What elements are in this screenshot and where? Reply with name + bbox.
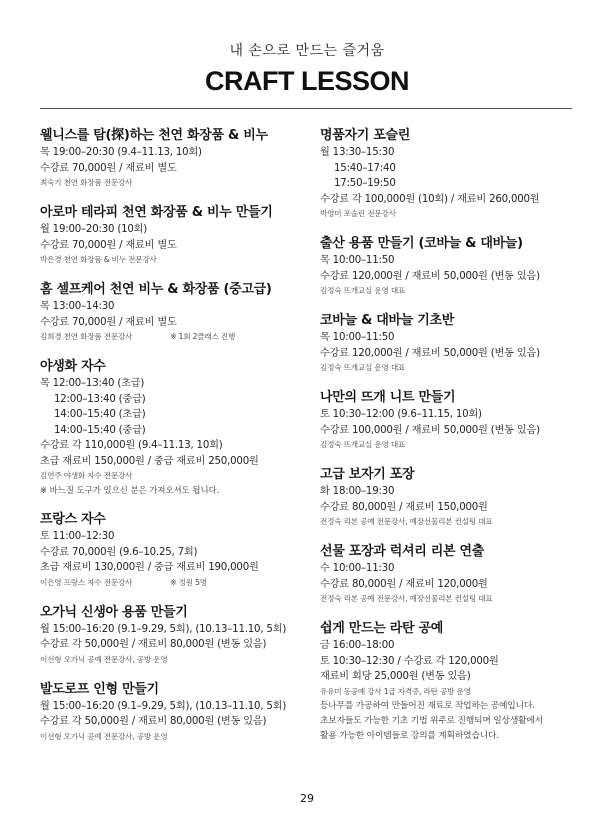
- instructor-name: 김연주 야생화 자수 전문강사: [40, 471, 133, 480]
- course-block: [320, 311, 580, 375]
- page-number: 29: [300, 792, 314, 805]
- course-detail: 월 19:00–20:30 (10회): [40, 224, 148, 235]
- course-title: 출산 용품 만들기 (코바늘 & 대바늘): [320, 236, 523, 251]
- course-detail: 수강료 120,000원 / 재료비 50,000원 (변동 있음): [320, 270, 540, 282]
- course-instructor: [320, 438, 580, 452]
- course-description: 활용 가능한 아이템들로 강의를 계획하였습니다.: [320, 730, 499, 741]
- course-description: 초보자들도 가능한 기초 기법 위주로 진행되며 일상생활에서: [320, 715, 544, 726]
- course-title: 오가닉 신생아 용품 만들기: [40, 604, 188, 620]
- course-title: 명품자기 포슬린: [320, 128, 411, 143]
- course-block: [320, 126, 580, 221]
- course-schedule-slot: 17:50–19:50: [334, 178, 396, 189]
- course-note: ※ 바느질 도구가 있으신 분은 가져오셔도 됩니다.: [40, 485, 220, 495]
- course-title: 코바늘 & 대바늘 기초반: [320, 313, 455, 328]
- course-detail: 수강료 각 100,000원 (10회) / 재료비 260,000원: [320, 193, 540, 205]
- course-title: 홈 셀프케어 천연 비누 & 화장품 (중고급): [40, 282, 272, 297]
- course-detail: 재료비 회당 25,000원 (변동 있음): [320, 671, 471, 682]
- course-instructor: [320, 207, 580, 221]
- course-instructor: [320, 284, 580, 298]
- instructor-name: 전정숙 리본 공예 전문강사, 예장선물리본 컨설팅 대표: [320, 594, 493, 603]
- instructor-name: 김정숙 뜨개교실 운영 대표: [320, 440, 406, 449]
- course-detail: 화 18:00–19:30: [320, 486, 395, 497]
- course-block: [40, 510, 302, 590]
- course-title: 프랑스 자수: [40, 512, 106, 527]
- instructor-name: 김희경 천연 화장품 전문강사: [40, 332, 133, 341]
- course-description: 등나무를 가공하여 만들어진 재료로 작업하는 공예입니다.: [320, 700, 535, 711]
- instructor-name: 박은경 천연 화장품 & 비누 전문강사: [40, 255, 157, 264]
- course-detail: 수강료 70,000원 (9.6–10.25, 7회): [40, 546, 198, 558]
- course-detail: 수강료 70,000원 / 재료비 별도: [40, 316, 177, 328]
- course-detail: 수 10:00–11:30: [320, 563, 395, 574]
- course-block: [40, 603, 302, 667]
- course-schedule-slot: 14:00–15:40 (중급): [54, 424, 146, 436]
- course-detail: 수강료 70,000원 / 재료비 별도: [40, 162, 177, 174]
- course-detail: 목 19:00–20:30 (9.4–11.13, 10회): [40, 147, 202, 158]
- course-detail: 금 16:00–18:00: [320, 640, 395, 651]
- course-schedule-slot: 14:00–15:40 (초급): [54, 409, 146, 420]
- course-instructor: [40, 469, 302, 483]
- course-block: [40, 203, 302, 267]
- course-title: 고급 보자기 포장: [320, 467, 415, 482]
- course-detail: 토 10:30–12:00 (9.6–11.15, 10회): [320, 409, 482, 420]
- course-block: [320, 542, 580, 606]
- course-instructor: [320, 515, 580, 529]
- course-detail: 수강료 100,000원 / 재료비 50,000원 (변동 있음): [320, 424, 540, 436]
- course-detail: 목 10:00–11:50: [320, 255, 395, 266]
- page-header: [0, 40, 614, 97]
- course-block: [320, 619, 580, 744]
- course-detail: 목 12:00–13:40 (초급): [40, 378, 145, 389]
- course-detail: 초급 재료비 130,000원 / 중급 재료비 190,000원: [40, 562, 259, 573]
- instructor-name: 최숙기 천연 화장품 전문강사: [40, 178, 133, 187]
- course-block: [40, 280, 302, 344]
- course-detail: 월 13:30–15:30: [320, 147, 395, 158]
- course-extra-note: ※ 정원 5명: [170, 577, 207, 587]
- course-instructor: [40, 176, 302, 190]
- course-detail: 수강료 각 50,000원 / 재료비 80,000원 (변동 있음): [40, 639, 267, 650]
- page-title: CRAFT LESSON: [204, 66, 409, 96]
- course-schedule-slot: 12:00–13:40 (중급): [54, 393, 146, 405]
- course-detail: 토 11:00–12:30: [40, 531, 115, 542]
- course-detail: 목 10:00–11:50: [320, 332, 395, 343]
- course-detail: 목 13:00–14:30: [40, 301, 115, 312]
- course-detail: 월 15:00–16:20 (9.1–9.29, 5회), (10.13–11.10, 5회): [40, 623, 287, 635]
- course-instructor: [320, 685, 580, 699]
- course-extra-note: ※ 1회 2클래스 진행: [170, 332, 236, 341]
- course-detail: 토 10:30–12:30 / 수강료 각 120,000원: [320, 655, 499, 667]
- header-divider: [40, 108, 572, 109]
- course-instructor: [40, 330, 302, 344]
- course-detail: 수강료 80,000원 / 재료비 120,000원: [320, 578, 488, 590]
- page-subtitle: 내 손으로 만드는 즐거움: [229, 43, 385, 59]
- course-detail: 수강료 70,000원 / 재료비 별도: [40, 239, 177, 251]
- instructor-name: 박영미 포슬린 전문강사: [320, 209, 396, 218]
- course-instructor: [320, 361, 580, 375]
- course-title: 야생화 자수: [40, 359, 106, 374]
- course-detail: 수강료 각 110,000원 (9.4–11.13, 10회): [40, 440, 223, 451]
- course-instructor: [40, 730, 302, 744]
- course-block: [320, 465, 580, 529]
- course-title: 웰니스를 탐(探)하는 천연 화장품 & 비누: [40, 128, 268, 143]
- instructor-name: 이선형 오가닉 공예 전문강사, 공방 운영: [40, 731, 168, 741]
- course-instructor: [40, 576, 302, 590]
- course-title: 나만의 뜨개 니트 만들기: [320, 390, 456, 405]
- course-detail: 수강료 120,000원 / 재료비 50,000원 (변동 있음): [320, 347, 540, 359]
- instructor-name: 유유미 등공예 강사 1급 자격증, 라탄 공방 운영: [320, 686, 471, 696]
- course-block: [40, 357, 302, 497]
- course-instructor: [40, 253, 302, 267]
- course-instructor: [40, 653, 302, 667]
- course-block: [320, 388, 580, 452]
- course-title: 쉽게 만드는 라탄 공예: [320, 621, 443, 636]
- instructor-name: 전정숙 리본 공예 전문강사, 예장선물리본 컨설팅 대표: [320, 517, 493, 526]
- instructor-name: 김정숙 뜨개교실 운영 대표: [320, 363, 406, 372]
- instructor-name: 이선형 오가닉 공예 전문강사, 공방 운영: [40, 654, 168, 664]
- course-block: [40, 680, 302, 744]
- course-block: [320, 234, 580, 298]
- course-title: 아로마 테라피 천연 화장품 & 비누 만들기: [40, 205, 273, 220]
- course-detail: 초급 재료비 150,000원 / 중급 재료비 250,000원: [40, 455, 259, 467]
- course-schedule-slot: 15:40–17:40: [334, 162, 396, 174]
- course-title: 선물 포장과 럭셔리 리본 연출: [320, 544, 484, 559]
- left-column: [40, 126, 302, 757]
- course-detail: 수강료 80,000원 / 재료비 150,000원: [320, 501, 488, 513]
- right-column: [320, 126, 580, 757]
- instructor-name: 김정숙 뜨개교실 운영 대표: [320, 286, 406, 295]
- course-block: [40, 126, 302, 190]
- course-detail: 수강료 각 50,000원 / 재료비 80,000원 (변동 있음): [40, 716, 267, 727]
- course-title: 발도로프 인형 만들기: [40, 681, 159, 697]
- course-detail: 월 15:00–16:20 (9.1–9.29, 5회), (10.13–11.10, 5회): [40, 700, 287, 712]
- course-instructor: [320, 592, 580, 606]
- instructor-name: 이은영 프랑스 자수 전문강사: [40, 577, 133, 587]
